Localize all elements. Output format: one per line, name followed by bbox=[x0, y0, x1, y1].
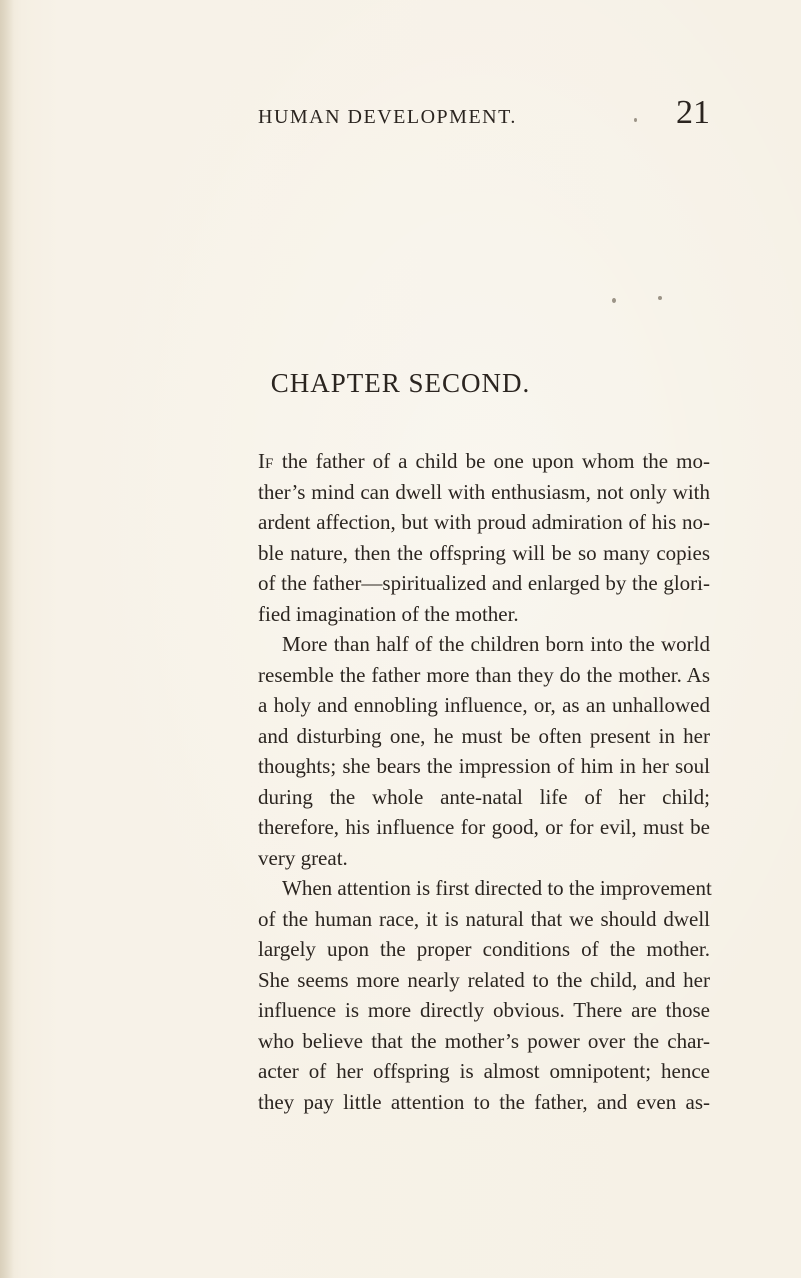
text-line: IF the father of a child be one upon whom the mo- bbox=[258, 449, 710, 473]
text-line: very great. bbox=[258, 845, 348, 870]
paper-speck bbox=[658, 296, 662, 300]
text-line: ther’s mind can dwell with enthusiasm, not only with bbox=[258, 479, 710, 504]
chapter-title: CHAPTER SECOND. bbox=[270, 368, 531, 398]
text-line: they pay little attention to the father, and even as- bbox=[258, 1089, 710, 1114]
paper-speck bbox=[612, 298, 616, 303]
text-line: influence is more directly obvious. There are those bbox=[258, 998, 710, 1022]
text-line: When attention is first directed to the improvement bbox=[282, 876, 712, 900]
running-header bbox=[258, 94, 710, 134]
drop-cap-smallcap: F bbox=[265, 456, 274, 472]
text-line: ble nature, then the offspring will be so many copies bbox=[258, 540, 710, 565]
text-line: therefore, his influence for good, or for evil, must be bbox=[258, 815, 710, 839]
binding-shadow bbox=[0, 0, 14, 1278]
text-line: fied imagination of the mother. bbox=[258, 601, 519, 626]
body-text bbox=[258, 446, 710, 1117]
text-line: during the whole ante-natal life of her child; bbox=[258, 784, 710, 809]
text-line: largely upon the proper conditions of the mother. bbox=[258, 937, 710, 961]
text-line: ardent affection, but with proud admiration of his no- bbox=[258, 510, 710, 534]
text-line: of the human race, it is natural that we should dwell bbox=[258, 906, 710, 931]
text-line: who believe that the mother’s power over the char- bbox=[258, 1028, 710, 1053]
running-title: HUMAN DEVELOPMENT. bbox=[258, 106, 517, 128]
page-number: 21 bbox=[676, 94, 710, 131]
drop-cap: I bbox=[258, 449, 265, 473]
text-line: and disturbing one, he must be often present in her bbox=[258, 723, 710, 748]
text-line: thoughts; she bears the impression of him in her soul bbox=[258, 754, 710, 778]
text-line: a holy and ennobling influence, or, as an unhallowed bbox=[258, 693, 710, 717]
text-line: She seems more nearly related to the child, and her bbox=[258, 967, 710, 992]
text-line: of the father—spiritualized and enlarged by the glori- bbox=[258, 571, 710, 595]
text-line: acter of her offspring is almost omnipotent; hence bbox=[258, 1059, 710, 1083]
text-line: resemble the father more than they do the mother. As bbox=[258, 662, 710, 687]
text-line: More than half of the children born into the world bbox=[282, 632, 710, 656]
